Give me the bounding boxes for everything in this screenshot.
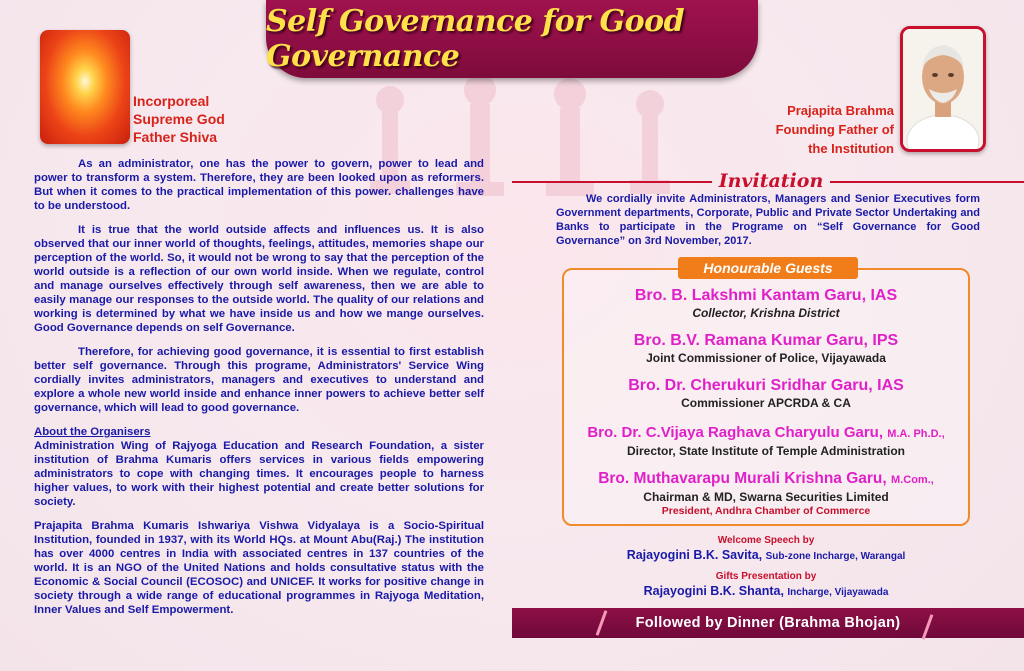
brahma-caption-line: Prajapita Brahma [787,103,894,118]
guest-item [562,286,970,321]
portrait-illustration [903,29,983,149]
guest-item [562,469,970,518]
welcome-speaker [562,548,970,562]
guest-name: Bro. Dr. Cherukuri Sridhar Garu, IAS [628,377,904,394]
guest-item [562,376,970,411]
shiva-caption-line: Incorporeal [133,93,210,109]
shiva-caption-line: Father Shiva [133,129,218,145]
guest-role: Collector, Krishna District [692,306,840,320]
guest-name: Bro. Dr. C.Vijaya Raghava Charyulu Garu, [587,424,884,441]
left-body-text [34,157,484,627]
gifts-label: Gifts Presentation by [715,571,817,582]
guest-role-secondary: President, Andhra Chamber of Commerce [661,505,871,517]
guest-item [562,331,970,366]
gifts-presenter-note: Incharge, Vijayawada [787,587,889,598]
footer-text: Followed by Dinner (Brahma Bhojan) [635,615,901,631]
shiva-caption-line: Supreme God [133,111,225,127]
about-heading: About the Organisers [34,426,151,438]
guest-name: Bro. B.V. Ramana Kumar Garu, IPS [633,332,899,349]
welcome-label: Welcome Speech by [717,535,815,546]
body-paragraph-1: As an administrator, one has the power to govern, power to lead and power to transform a system. Therefore, they are been looked upon as reformers. But when it comes to the practical implementation of this power. challenges have to be understood. [34,158,484,212]
guest-item [562,423,970,459]
about-paragraph-1: Administration Wing of Rajyoga Education and Research Foundation, a sister institution of Brahma Kumaris offers services in various fields empowering administrators to cope with changing times. It encourages people to harness higher values, to work with their highest potential and create better solutions for society. [34,440,484,508]
page-title: Self Governance for Good Governance [266,4,685,74]
brahma-portrait [900,26,986,152]
guests-heading: Honourable Guests [678,257,858,279]
gifts-presenter [562,584,970,598]
guest-name: Bro. Muthavarapu Murali Krishna Garu, [598,470,887,487]
shiva-caption [133,92,225,146]
guest-name-line [562,469,970,490]
invitation-heading: Invitation [718,170,824,192]
guest-degree: M.Com., [891,474,934,486]
brahma-caption-line: the Institution [808,141,894,156]
guest-role: Chairman & MD, Swarna Securities Limited [643,490,889,504]
invitation-divider-left [512,181,712,183]
gifts-presenter-name: Rajayogini B.K. Shanta, [643,584,784,598]
about-paragraph-2: Prajapita Brahma Kumaris Ishwariya Vishwa Vidyalaya is a Socio-Spiritual Institution, founded in 1937, with its World HQs. at Mount Abu(Raj.) The institution has over 4000 centres in India with associated centres in 137 countries of the world. It is an NGO of the United Nations and holds consultative status with the Economic & Social Council (ECOSOC) and UNICEF. It works for positive change in society through a wide range of educational programmes in Rajyoga Meditation, Inner Values and Self Empowerment. [34,520,484,616]
body-paragraph-2: It is true that the world outside affects and influences us. It is also observed that our inner world of thoughts, feelings, attitudes, memories shape our perception of the world. So, it would not be wrong to say that the perception of the world outside is a reflection of our own world inside. When we regulate, control and manage ourselves effectively through self awareness, then we are able to easily manage our responses to the outside world. The quality of our relations and working is determined by what we have inside us and how we mange ourselves. Good Governance depends on self Governance. [34,224,484,334]
guest-role: Commissioner APCRDA & CA [681,396,851,410]
brahma-caption-line: Founding Father of [775,122,894,137]
shiva-light-image [40,30,130,144]
welcome-speaker-note: Sub-zone Incharge, Warangal [765,551,906,562]
invitation-divider-right [830,181,1024,183]
title-banner [266,0,758,78]
body-paragraph-3: Therefore, for achieving good governance, it is essential to first establish better self governance. Through this programe, Administrators' Service Wing cordially invites administrators, managers and executives to understand and explore a whole new world inside and enhance inner powers to achieve better self governance, which will lead to good governance. [34,346,484,414]
guest-degree: M.A. Ph.D., [887,428,945,440]
invitation-text: We cordially invite Administrators, Managers and Senior Executives form Government departments, Corporate, Public and Private Sector Undertaking and Banks to participate in the Programe on “Self Governance for Good Governance” on 3rd November, 2017. [556,193,980,247]
guest-role: Director, State Institute of Temple Administration [626,444,906,458]
welcome-speaker-name: Rajayogini B.K. Savita, [626,548,763,562]
brahma-caption [754,101,894,158]
guest-name-line [562,423,970,444]
guest-role: Joint Commissioner of Police, Vijayawada [646,351,886,365]
guest-name: Bro. B. Lakshmi Kantam Garu, IAS [634,287,898,304]
